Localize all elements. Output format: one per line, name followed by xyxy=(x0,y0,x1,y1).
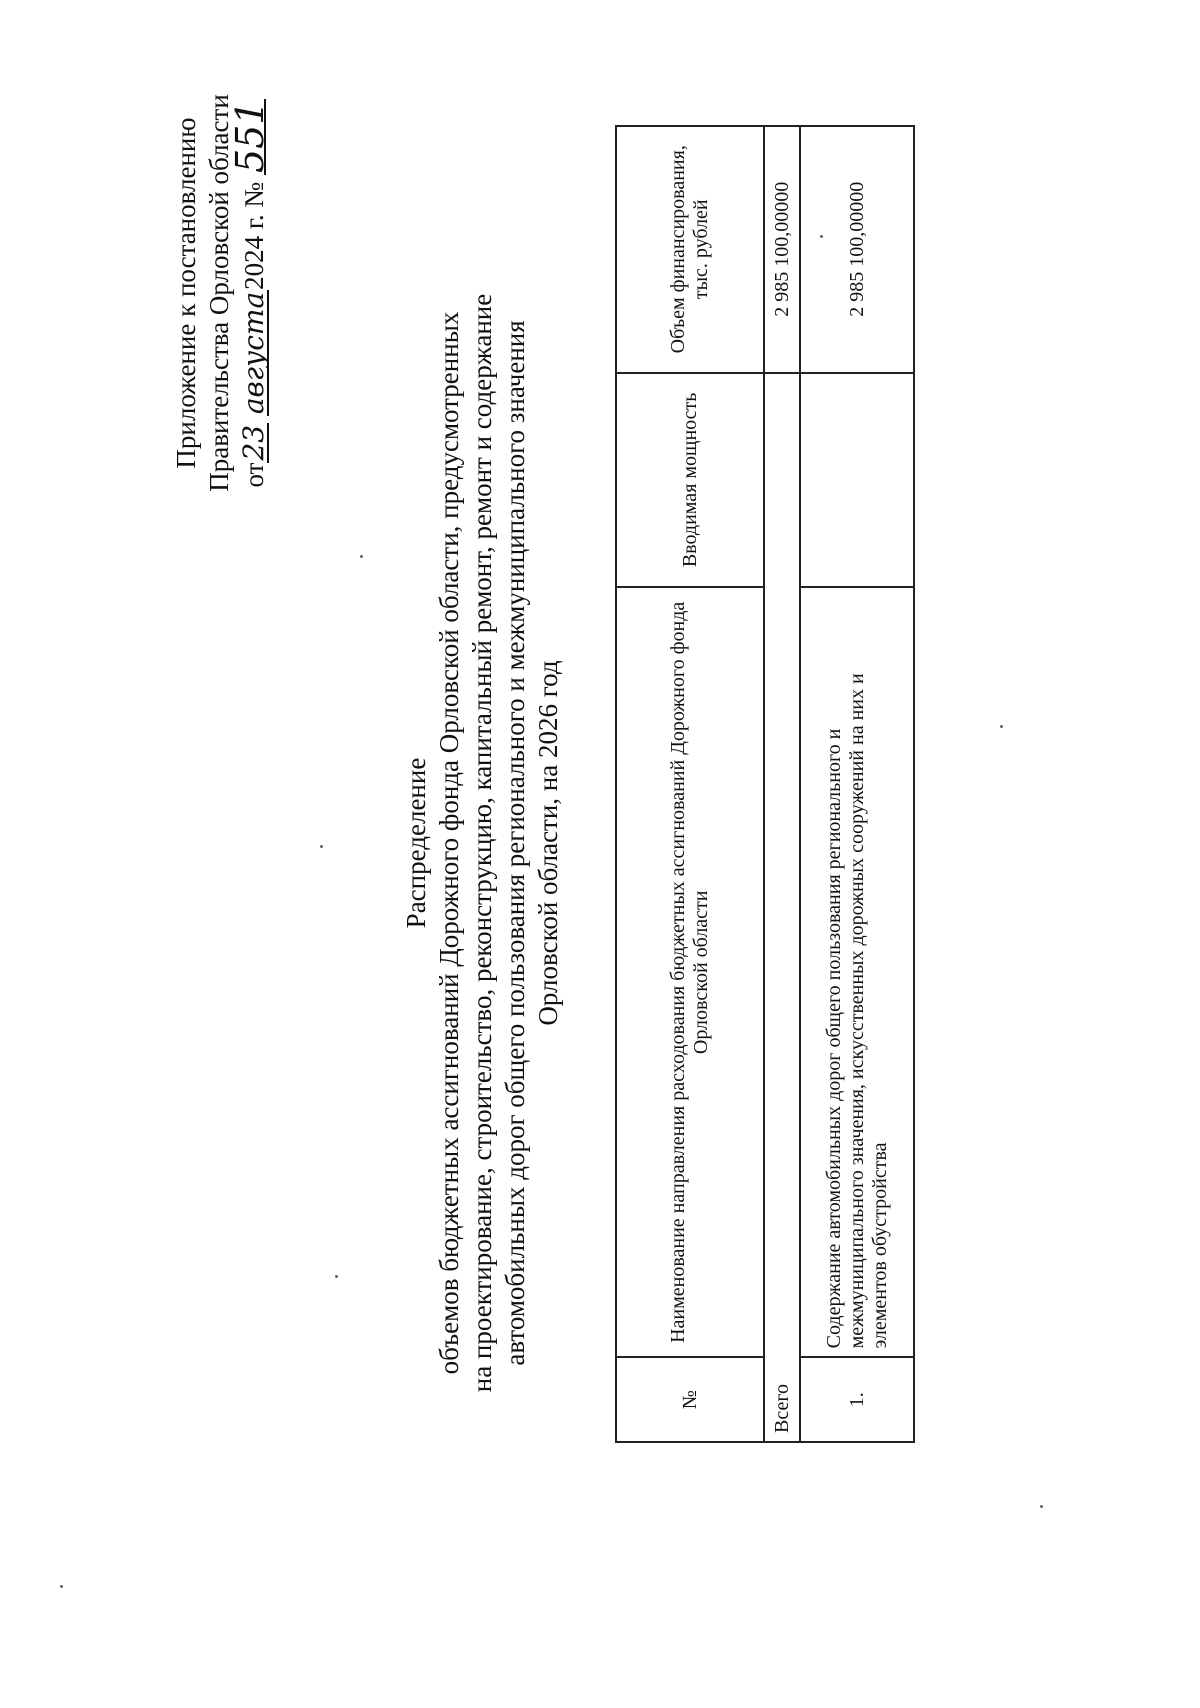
table-total-row xyxy=(764,126,800,1442)
total-funding: 2 985 100,00000 xyxy=(764,126,800,373)
scan-speck xyxy=(60,1585,63,1588)
handwritten-number: 551 xyxy=(228,100,272,174)
table-row xyxy=(800,126,914,1442)
approval-stamp xyxy=(170,93,271,493)
total-label: Всего xyxy=(764,373,800,1442)
header-capacity: Вводимая мощность xyxy=(616,373,764,588)
rotated-document-page xyxy=(0,94,1100,1708)
row-no: 1. xyxy=(800,1357,914,1442)
title-line-2: на проектирование, строительство, реконструкцию, капитальный ремонт, ремонт и содержание xyxy=(467,293,497,1393)
row-name: Содержание автомобильных дорог общего пользования регионального и межмуниципального значения, искусственных дорожных сооружений на них и элементов обустройства xyxy=(800,587,914,1357)
title-line-3: автомобильных дорог общего пользования регионального и межмуниципального значения xyxy=(500,320,530,1366)
header-funding: Объем финансирования, тыс. рублей xyxy=(616,126,764,373)
header-no: № xyxy=(616,1357,764,1442)
approval-line-1: Приложение к постановлению xyxy=(171,117,201,469)
table-header-row xyxy=(616,126,764,1442)
approval-from: от xyxy=(239,462,269,488)
scan-speck xyxy=(360,555,363,558)
scan-speck xyxy=(335,1275,338,1278)
approval-year: 2024 г. № xyxy=(239,181,269,290)
handwritten-day: 23 xyxy=(237,424,270,461)
scan-speck xyxy=(320,845,323,848)
handwritten-month: августа xyxy=(237,291,270,415)
scan-speck xyxy=(1000,725,1003,728)
approval-line-2: Правительства Орловской области xyxy=(204,94,234,492)
row-funding: 2 985 100,00000 xyxy=(800,126,914,373)
title-heading: Распределение xyxy=(401,757,431,929)
document-title xyxy=(400,183,565,1503)
budget-allocation-table xyxy=(615,125,915,1443)
approval-line-3 xyxy=(228,93,272,493)
row-capacity xyxy=(800,373,914,588)
header-name: Наименование направления расходования бюджетных ассигнований Дорожного фонда Орловской области xyxy=(616,587,764,1357)
title-line-1: объемов бюджетных ассигнований Дорожного фонда Орловской области, предусмотренных xyxy=(434,311,464,1375)
title-line-4: Орловской области, на 2026 год xyxy=(533,660,563,1026)
scan-speck xyxy=(1040,1505,1043,1508)
